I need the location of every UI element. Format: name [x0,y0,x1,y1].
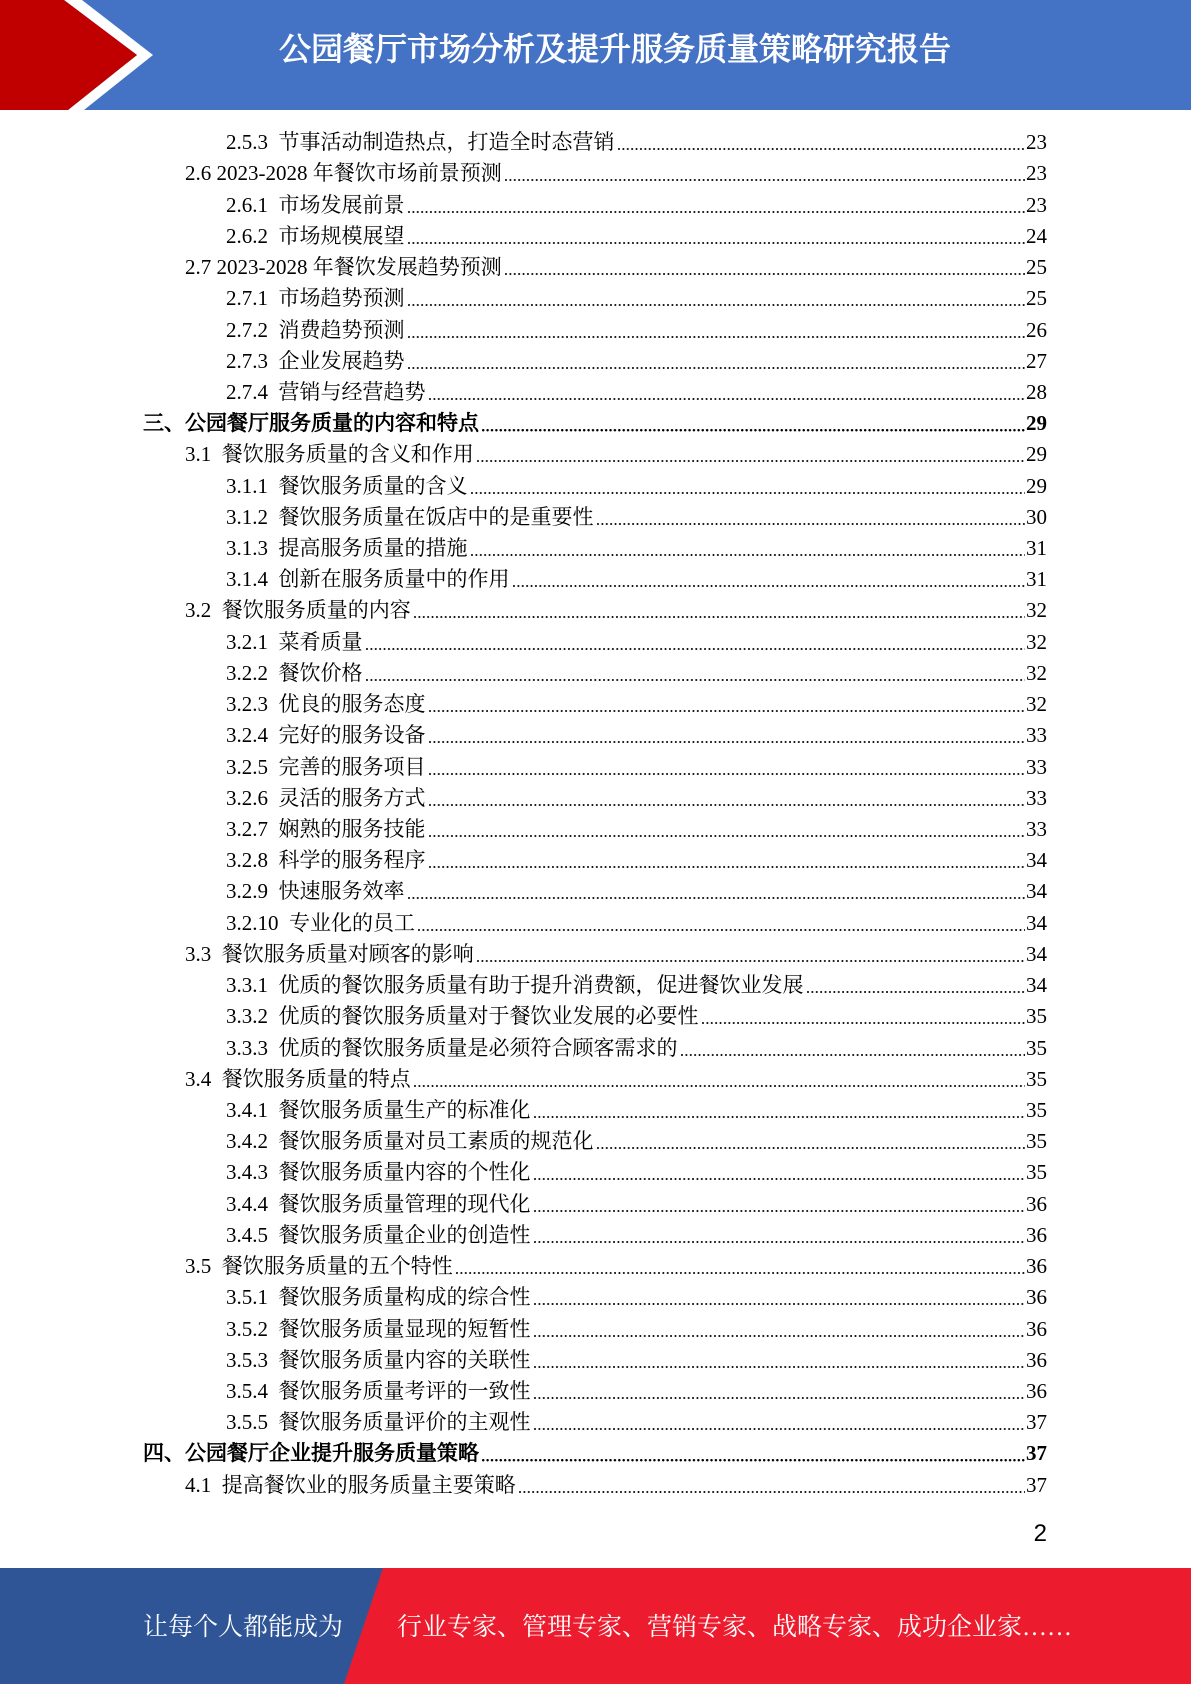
toc-entry-page: 23 [1026,130,1047,155]
toc-entry-page: 26 [1026,317,1047,342]
toc-entry-label: 2.7.2 消费趋势预测 [226,317,405,342]
toc-entry[interactable] [0,252,1047,283]
toc-entry-page: 29 [1026,442,1047,467]
toc-entry-label: 2.7.1 市场趋势预测 [226,286,405,311]
toc-entry-label: 3.4.3 餐饮服务质量内容的个性化 [226,1160,531,1185]
toc-entry[interactable] [0,845,1047,876]
footer-tagline: 行业专家、管理专家、营销专家、战略专家、成功企业家…… [397,1614,1073,1641]
toc-entry-page: 28 [1026,379,1047,404]
report-header [0,0,1191,110]
toc-entry-page: 36 [1026,1378,1047,1403]
toc-entry-page: 32 [1026,629,1047,654]
toc-entry-label: 4.1 提高餐饮业的服务质量主要策略 [185,1472,516,1497]
toc-entry[interactable] [0,533,1047,564]
toc-entry-label: 3.4.4 餐饮服务质量管理的现代化 [226,1191,531,1216]
toc-entry-page: 33 [1026,785,1047,810]
toc-leader-dots [618,127,1026,158]
toc-leader-dots [534,1314,1026,1345]
toc-leader-dots [366,627,1026,658]
toc-entry-label: 3.2.7 娴熟的服务技能 [226,817,426,841]
toc-entry[interactable] [0,970,1047,1001]
toc-leader-dots [429,377,1026,408]
toc-entry[interactable] [0,1251,1047,1282]
toc-entry-label: 3.4 餐饮服务质量的特点 [185,1066,411,1091]
toc-leader-dots [482,1438,1025,1469]
toc-entry-page: 36 [1026,1254,1047,1279]
toc-entry[interactable] [0,471,1047,502]
toc-entry-page: 33 [1026,723,1047,748]
toc-leader-dots [505,252,1025,283]
toc-entry[interactable] [0,783,1047,814]
toc-entry[interactable] [0,1064,1047,1095]
toc-entry-page: 27 [1026,348,1047,373]
toc-entry-label: 3.5.5 餐饮服务质量评价的主观性 [226,1410,531,1435]
footer-slogan: 让每个人都能成为 [143,1614,344,1641]
toc-entry[interactable] [0,876,1047,907]
toc-entry[interactable] [0,1033,1047,1064]
toc-leader-dots [534,1407,1026,1438]
toc-entry-label: 三、公园餐厅服务质量的内容和特点 [143,411,479,436]
toc-entry-label: 3.1.2 餐饮服务质量在饭店中的是重要性 [226,504,594,529]
toc-entry-page: 32 [1026,692,1047,717]
toc-leader-dots [702,1001,1026,1032]
toc-leader-dots [429,720,1026,751]
toc-leader-dots [477,939,1025,970]
toc-entry-page: 36 [1026,1285,1047,1310]
toc-leader-dots [477,439,1025,470]
toc-entry-label: 四、公园餐厅企业提升服务质量策略 [143,1441,479,1466]
toc-entry[interactable] [0,1407,1047,1438]
toc-leader-dots [408,346,1026,377]
toc-entry-label: 3.1.4 创新在服务质量中的作用 [226,567,510,592]
toc-entry[interactable] [0,1126,1047,1157]
toc-leader-dots [429,689,1026,720]
toc-entry[interactable] [0,439,1047,470]
toc-leader-dots [408,315,1026,346]
toc-entry-label: 3.4.2 餐饮服务质量对员工素质的规范化 [226,1129,594,1154]
toc-entry[interactable] [0,1470,1047,1501]
toc-entry-label: 3.4.1 餐饮服务质量生产的标准化 [226,1097,531,1122]
toc-leader-dots [456,1251,1025,1282]
toc-leader-dots [408,221,1026,252]
page-number: 2 [1033,1520,1047,1547]
toc-entry-label: 3.3 餐饮服务质量对顾客的影响 [185,941,474,966]
toc-leader-dots [408,283,1026,314]
toc-entry-label: 2.7.4 营销与经营趋势 [226,379,426,404]
toc-entry-label: 3.5.2 餐饮服务质量显现的短暂性 [226,1316,531,1341]
toc-entry-label: 2.7.3 企业发展趋势 [226,348,405,373]
toc-entry[interactable] [0,689,1047,720]
toc-entry[interactable] [0,720,1047,751]
toc-entry[interactable] [0,1376,1047,1407]
toc-entry[interactable] [0,595,1047,626]
toc-leader-dots [534,1157,1026,1188]
toc-entry[interactable] [0,1438,1047,1469]
toc-entry-label: 2.6.2 市场规模展望 [226,223,405,248]
toc-entry-page: 30 [1026,504,1047,529]
toc-leader-dots [519,1470,1025,1501]
toc-entry-label: 3.4.5 餐饮服务质量企业的创造性 [226,1222,531,1247]
toc-entry-page: 23 [1026,192,1047,217]
toc-entry[interactable] [0,502,1047,533]
toc-entry[interactable] [0,658,1047,689]
toc-entry-page: 36 [1026,1191,1047,1216]
toc-entry-label: 3.3.3 优质的餐饮服务质量是必须符合顾客需求的 [226,1035,678,1060]
toc-entry[interactable] [0,190,1047,221]
toc-entry-label: 3.3.2 优质的餐饮服务质量对于餐饮业发展的必要性 [226,1004,699,1029]
toc-entry-label: 3.2.8 科学的服务程序 [226,848,426,873]
toc-leader-dots [807,970,1026,1001]
toc-entry-page: 37 [1026,1472,1047,1497]
toc-entry-label: 3.2 餐饮服务质量的内容 [185,598,411,623]
toc-entry-page: 34 [1026,910,1047,935]
toc-entry-page: 31 [1026,536,1047,561]
toc-entry-page: 33 [1026,817,1047,841]
red-chevron-decoration [0,0,160,110]
toc-entry-label: 3.5 餐饮服务质量的五个特性 [185,1254,453,1279]
toc-leader-dots [366,658,1026,689]
toc-entry[interactable] [0,221,1047,252]
toc-entry-page: 34 [1026,973,1047,998]
toc-entry-page: 35 [1026,1160,1047,1185]
toc-leader-dots [429,845,1026,876]
toc-entry-label: 3.5.4 餐饮服务质量考评的一致性 [226,1378,531,1403]
toc-leader-dots [534,1345,1026,1376]
report-title: 公园餐厅市场分析及提升服务质量策略研究报告 [279,30,952,68]
toc-entry-page: 31 [1026,567,1047,592]
toc-entry[interactable] [0,346,1047,377]
toc-entry[interactable] [0,158,1047,189]
toc-entry-page: 33 [1026,754,1047,779]
toc-entry-page: 34 [1026,879,1047,904]
toc-entry-page: 35 [1026,1035,1047,1060]
toc-entry[interactable] [0,564,1047,595]
toc-entry[interactable] [0,627,1047,658]
toc-entry-label: 3.2.6 灵活的服务方式 [226,785,426,810]
toc-leader-dots [471,533,1026,564]
toc-entry-page: 29 [1026,411,1047,436]
toc-entry-page: 35 [1026,1004,1047,1029]
toc-entry-label: 3.1.3 提高服务质量的措施 [226,536,468,561]
toc-entry-label: 3.2.5 完善的服务项目 [226,754,426,779]
toc-entry-label: 2.7 2023-2028 年餐饮发展趋势预测 [185,255,502,280]
toc-entry-label: 3.2.3 优良的服务态度 [226,692,426,717]
toc-entry-label: 3.2.4 完好的服务设备 [226,723,426,748]
toc-leader-dots [471,471,1026,502]
toc-entry[interactable] [0,939,1047,970]
toc-entry[interactable] [0,1345,1047,1376]
toc-leader-dots [597,502,1026,533]
toc-entry[interactable] [0,283,1047,314]
toc-leader-dots [534,1282,1026,1313]
toc-entry-page: 23 [1026,161,1047,186]
toc-entry-page: 24 [1026,223,1047,248]
toc-entry[interactable] [0,1157,1047,1188]
toc-leader-dots [534,1189,1026,1220]
toc-entry-page: 35 [1026,1129,1047,1154]
toc-entry-label: 3.5.1 餐饮服务质量构成的综合性 [226,1285,531,1310]
toc-leader-dots [597,1126,1026,1157]
toc-leader-dots [429,814,1026,845]
toc-entry[interactable] [0,127,1047,158]
toc-entry-label: 3.2.9 快速服务效率 [226,879,405,904]
toc-entry-page: 32 [1026,660,1047,685]
toc-entry[interactable] [0,814,1047,845]
toc-entry[interactable] [0,752,1047,783]
toc-entry[interactable] [0,408,1047,439]
toc-entry-label: 2.5.3 节事活动制造热点，打造全时态营销 [226,130,615,155]
toc-entry-label: 3.2.10 专业化的员工 [226,910,415,935]
toc-leader-dots [482,408,1025,439]
toc-entry-page: 25 [1026,255,1047,280]
toc-leader-dots [534,1220,1026,1251]
toc-entry[interactable] [0,1001,1047,1032]
toc-entry-label: 3.1 餐饮服务质量的含义和作用 [185,442,474,467]
toc-entry-page: 34 [1026,848,1047,873]
toc-leader-dots [681,1033,1026,1064]
toc-entry-page: 25 [1026,286,1047,311]
toc-entry-label: 3.2.2 餐饮价格 [226,660,363,685]
toc-entry-label: 2.6.1 市场发展前景 [226,192,405,217]
toc-entry[interactable] [0,377,1047,408]
toc-entry-page: 35 [1026,1097,1047,1122]
toc-entry[interactable] [0,908,1047,939]
toc-entry-page: 37 [1026,1410,1047,1435]
toc-leader-dots [513,564,1026,595]
toc-entry-label: 3.2.1 菜肴质量 [226,629,363,654]
toc-entry-label: 3.3.1 优质的餐饮服务质量有助于提升消费额，促进餐饮业发展 [226,973,804,998]
table-of-contents [0,127,1047,1501]
toc-entry-page: 36 [1026,1222,1047,1247]
toc-entry-page: 37 [1026,1441,1047,1466]
toc-entry-page: 32 [1026,598,1047,623]
toc-leader-dots [429,752,1026,783]
toc-leader-dots [414,595,1025,626]
toc-leader-dots [408,876,1026,907]
toc-entry-page: 29 [1026,473,1047,498]
toc-entry-page: 36 [1026,1316,1047,1341]
toc-leader-dots [505,158,1025,189]
toc-entry[interactable] [0,1220,1047,1251]
toc-entry-label: 3.1.1 餐饮服务质量的含义 [226,473,468,498]
toc-entry-page: 36 [1026,1347,1047,1372]
toc-entry-label: 3.5.3 餐饮服务质量内容的关联性 [226,1347,531,1372]
toc-entry[interactable] [0,1095,1047,1126]
toc-entry[interactable] [0,1189,1047,1220]
toc-leader-dots [534,1095,1026,1126]
toc-entry-page: 34 [1026,941,1047,966]
page-footer [0,1568,1191,1684]
toc-entry-label: 2.6 2023-2028 年餐饮市场前景预测 [185,161,502,186]
toc-leader-dots [418,908,1025,939]
toc-entry-page: 35 [1026,1066,1047,1091]
toc-leader-dots [534,1376,1026,1407]
toc-entry[interactable] [0,315,1047,346]
toc-leader-dots [429,783,1026,814]
toc-leader-dots [408,190,1026,221]
toc-leader-dots [414,1064,1025,1095]
toc-entry[interactable] [0,1314,1047,1345]
toc-entry[interactable] [0,1282,1047,1313]
